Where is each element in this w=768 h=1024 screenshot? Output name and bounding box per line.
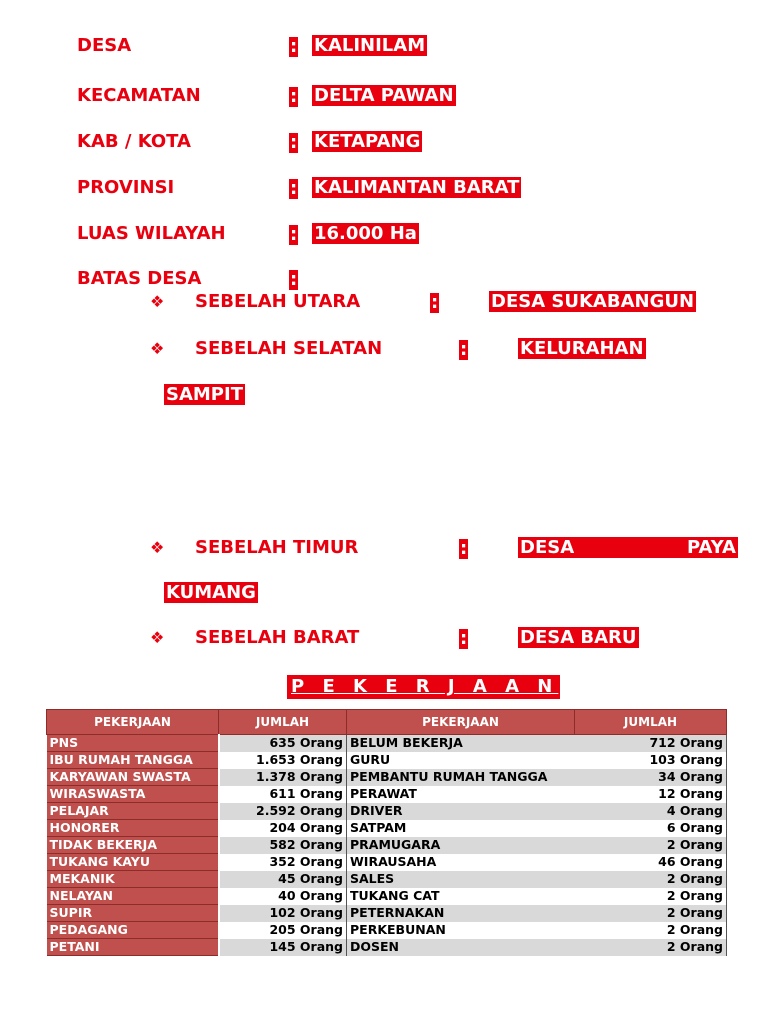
occupation-name: GURU — [347, 752, 575, 769]
table-row — [47, 735, 727, 752]
occupation-name: PRAMUGARA — [347, 837, 575, 854]
timur-label: SEBELAH TIMUR — [195, 537, 359, 558]
occupation-name: PERKEBUNAN — [347, 922, 575, 939]
bullet-icon: ❖ — [150, 292, 165, 311]
desa-colon: : — [290, 36, 298, 57]
section-title: P E K E R J A A N — [287, 675, 560, 699]
selatan-value-cont: SAMPIT — [166, 384, 243, 405]
occupation-name: PEDAGANG — [47, 922, 219, 939]
occupation-count: 582 Orang — [219, 837, 347, 854]
utara-value: DESA SUKABANGUN — [491, 291, 695, 312]
table-body — [47, 735, 727, 956]
occupation-count: 4 Orang — [575, 803, 727, 820]
table-row — [47, 769, 727, 786]
occupation-name: PETERNAKAN — [347, 905, 575, 922]
occupation-count: 352 Orang — [219, 854, 347, 871]
occupation-count: 103 Orang — [575, 752, 727, 769]
occupation-count: 46 Orang — [575, 854, 727, 871]
bullet-icon: ❖ — [150, 339, 165, 358]
occupation-name: NELAYAN — [47, 888, 219, 905]
occupation-count: 712 Orang — [575, 735, 727, 752]
table-row — [47, 786, 727, 803]
table-row — [47, 939, 727, 956]
table-row — [47, 752, 727, 769]
luas-wilayah-label: LUAS WILAYAH — [77, 223, 226, 244]
desa-label: DESA — [77, 35, 132, 56]
occupation-count: 2 Orang — [575, 837, 727, 854]
table-row — [47, 905, 727, 922]
barat-colon: : — [460, 628, 468, 649]
provinsi-value: KALIMANTAN BARAT — [314, 177, 520, 198]
luas-wilayah-colon: : — [290, 224, 298, 245]
table-row — [47, 820, 727, 837]
occupation-table — [46, 709, 727, 956]
occupation-name: DRIVER — [347, 803, 575, 820]
barat-label: SEBELAH BARAT — [195, 627, 360, 648]
occupation-count: 205 Orang — [219, 922, 347, 939]
occupation-count: 611 Orang — [219, 786, 347, 803]
table-row — [47, 888, 727, 905]
table-row — [47, 854, 727, 871]
occupation-name: TUKANG CAT — [347, 888, 575, 905]
kab-kota-value: KETAPANG — [314, 131, 421, 152]
occupation-count: 2 Orang — [575, 905, 727, 922]
occupation-count: 2 Orang — [575, 888, 727, 905]
kab-kota-colon: : — [290, 132, 298, 153]
header-jumlah-1: JUMLAH — [219, 710, 347, 735]
occupation-count: 2 Orang — [575, 939, 727, 956]
batas-desa-label: BATAS DESA — [77, 268, 202, 289]
timur-value-b: PAYA — [687, 537, 736, 558]
kecamatan-value: DELTA PAWAN — [314, 85, 454, 106]
occupation-name: MEKANIK — [47, 871, 219, 888]
occupation-name: TIDAK BEKERJA — [47, 837, 219, 854]
timur-value — [518, 537, 738, 558]
bullet-icon: ❖ — [150, 628, 165, 647]
selatan-label: SEBELAH SELATAN — [195, 338, 383, 359]
batas-desa-colon: : — [290, 269, 298, 290]
kecamatan-label: KECAMATAN — [77, 85, 201, 106]
table-row — [47, 803, 727, 820]
desa-value: KALINILAM — [314, 35, 426, 56]
barat-value: DESA BARU — [520, 627, 637, 648]
occupation-count: 2 Orang — [575, 922, 727, 939]
provinsi-colon: : — [290, 178, 298, 199]
occupation-name: BELUM BEKERJA — [347, 735, 575, 752]
occupation-name: TUKANG KAYU — [47, 854, 219, 871]
selatan-value: KELURAHAN — [520, 338, 644, 359]
occupation-count: 40 Orang — [219, 888, 347, 905]
header-jumlah-2: JUMLAH — [575, 710, 727, 735]
occupation-count: 102 Orang — [219, 905, 347, 922]
occupation-name: PERAWAT — [347, 786, 575, 803]
occupation-name: PNS — [47, 735, 219, 752]
occupation-name: PEMBANTU RUMAH TANGGA — [347, 769, 575, 786]
occupation-count: 204 Orang — [219, 820, 347, 837]
occupation-count: 34 Orang — [575, 769, 727, 786]
occupation-count: 1.653 Orang — [219, 752, 347, 769]
occupation-count: 45 Orang — [219, 871, 347, 888]
occupation-name: SUPIR — [47, 905, 219, 922]
timur-colon: : — [460, 538, 468, 559]
occupation-name: IBU RUMAH TANGGA — [47, 752, 219, 769]
occupation-name: SALES — [347, 871, 575, 888]
occupation-name: PELAJAR — [47, 803, 219, 820]
occupation-name: DOSEN — [347, 939, 575, 956]
occupation-name: KARYAWAN SWASTA — [47, 769, 219, 786]
occupation-name: SATPAM — [347, 820, 575, 837]
occupation-count: 635 Orang — [219, 735, 347, 752]
kab-kota-label: KAB / KOTA — [77, 131, 191, 152]
table-row — [47, 837, 727, 854]
header-pekerjaan-2: PEKERJAAN — [347, 710, 575, 735]
occupation-count: 2.592 Orang — [219, 803, 347, 820]
occupation-name: WIRAUSAHA — [347, 854, 575, 871]
table-header-row — [47, 710, 727, 735]
occupation-name: HONORER — [47, 820, 219, 837]
occupation-count: 12 Orang — [575, 786, 727, 803]
occupation-count: 2 Orang — [575, 871, 727, 888]
occupation-count: 6 Orang — [575, 820, 727, 837]
occupation-count: 145 Orang — [219, 939, 347, 956]
utara-label: SEBELAH UTARA — [195, 291, 361, 312]
timur-value-cont: KUMANG — [166, 582, 256, 603]
occupation-count: 1.378 Orang — [219, 769, 347, 786]
selatan-colon: : — [460, 339, 468, 360]
occupation-name: PETANI — [47, 939, 219, 956]
provinsi-label: PROVINSI — [77, 177, 175, 198]
table-row — [47, 871, 727, 888]
bullet-icon: ❖ — [150, 538, 165, 557]
timur-value-a: DESA — [520, 537, 575, 558]
table-row — [47, 922, 727, 939]
occupation-name: WIRASWASTA — [47, 786, 219, 803]
luas-wilayah-value: 16.000 Ha — [314, 223, 417, 244]
header-pekerjaan-1: PEKERJAAN — [47, 710, 219, 735]
kecamatan-colon: : — [290, 86, 298, 107]
utara-colon: : — [431, 292, 439, 313]
